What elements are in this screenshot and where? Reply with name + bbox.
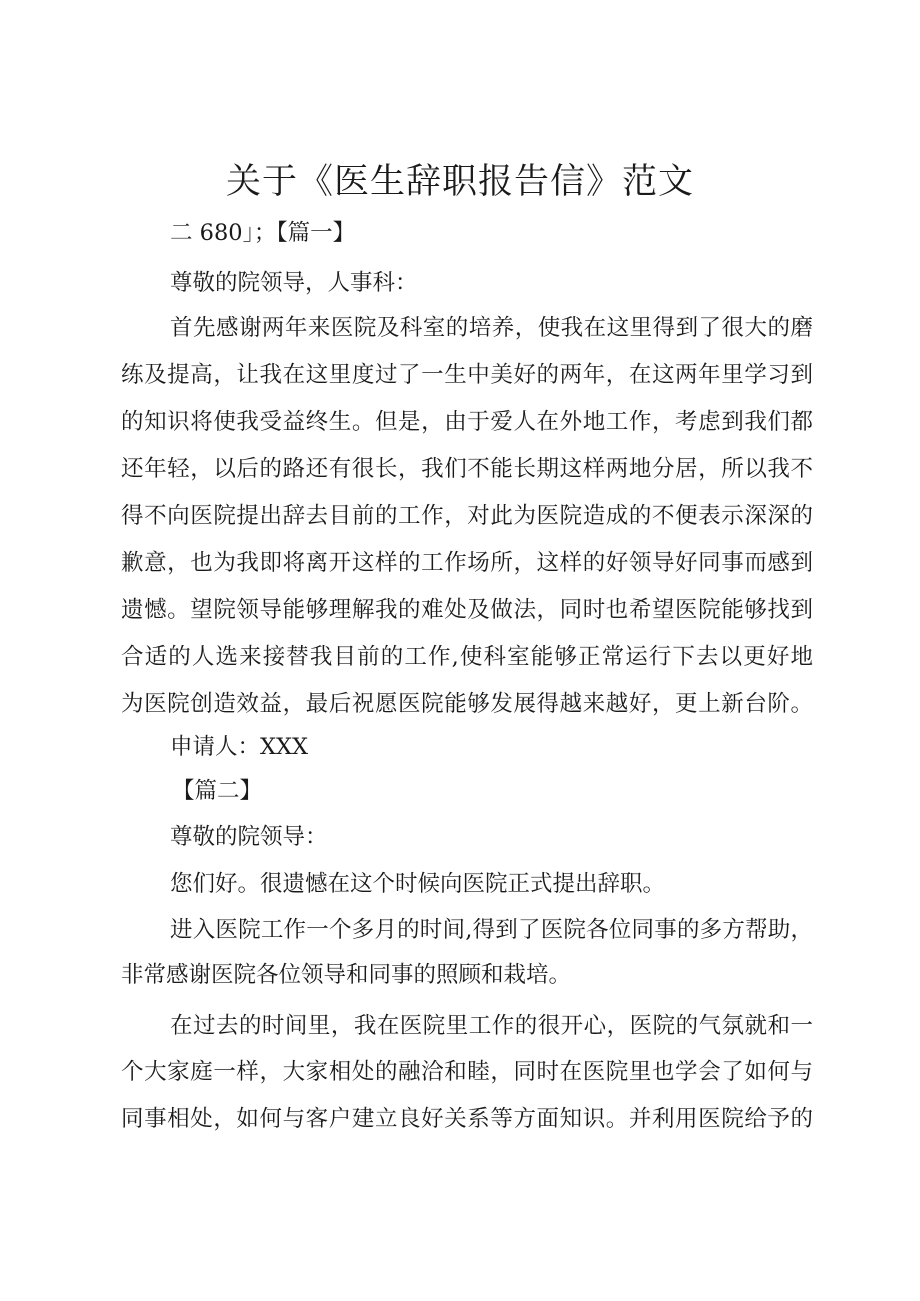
greeting-2: 尊敬的院领导：: [170, 824, 328, 850]
paragraph-1-line: 还年轻，以后的路还有很长，我们不能长期这样两地分居，所以我不: [121, 456, 813, 482]
paragraph-3-line: 进入医院工作一个多月的时间,得到了医院各位同事的多方帮助，: [170, 917, 813, 943]
paragraph-1-line: 首先感谢两年来医院及科室的培养，使我在这里得到了很大的磨: [170, 315, 813, 341]
paragraph-4-line: 个大家庭一样，大家相处的融洽和睦，同时在医院里也学会了如何与: [121, 1059, 813, 1085]
document-title: 关于《医生辞职报告信》范文: [225, 162, 694, 202]
paragraph-1-line: 练及提高，让我在这里度过了一生中美好的两年，在这两年里学习到: [121, 362, 813, 388]
paragraph-2-line: 您们好。很遗憾在这个时候向医院正式提出辞职。: [170, 871, 666, 897]
section-marker-2: 【篇二】: [172, 778, 263, 804]
paragraph-1-line: 歉意，也为我即将离开这样的工作场所，这样的好领导好同事而感到: [121, 550, 813, 576]
section-marker-1: 二 680」；【篇一】: [170, 220, 356, 246]
paragraph-4-line: 同事相处，如何与客户建立良好关系等方面知识。并利用医院给予的: [121, 1106, 813, 1132]
greeting-1: 尊敬的院领导，人事科：: [170, 270, 418, 296]
paragraph-1-line: 得不向医院提出辞去目前的工作，对此为医院造成的不便表示深深的: [121, 503, 813, 529]
paragraph-1-line: 为医院创造效益，最后祝愿医院能够发展得越来越好，更上新台阶。: [121, 691, 813, 717]
signature-1: 申请人：XXX: [170, 734, 309, 760]
paragraph-3-line: 非常感谢医院各位领导和同事的照顾和栽培。: [121, 962, 572, 988]
paragraph-1-line: 合适的人选来接替我目前的工作,使科室能够正常运行下去以更好地: [121, 644, 813, 670]
paragraph-4-line: 在过去的时间里，我在医院里工作的很开心，医院的气氛就和一: [170, 1013, 813, 1039]
paragraph-1-line: 的知识将使我受益终生。但是，由于爱人在外地工作，考虑到我们都: [121, 409, 813, 435]
paragraph-1-line: 遗憾。望院领导能够理解我的难处及做法，同时也希望医院能够找到: [121, 597, 813, 623]
